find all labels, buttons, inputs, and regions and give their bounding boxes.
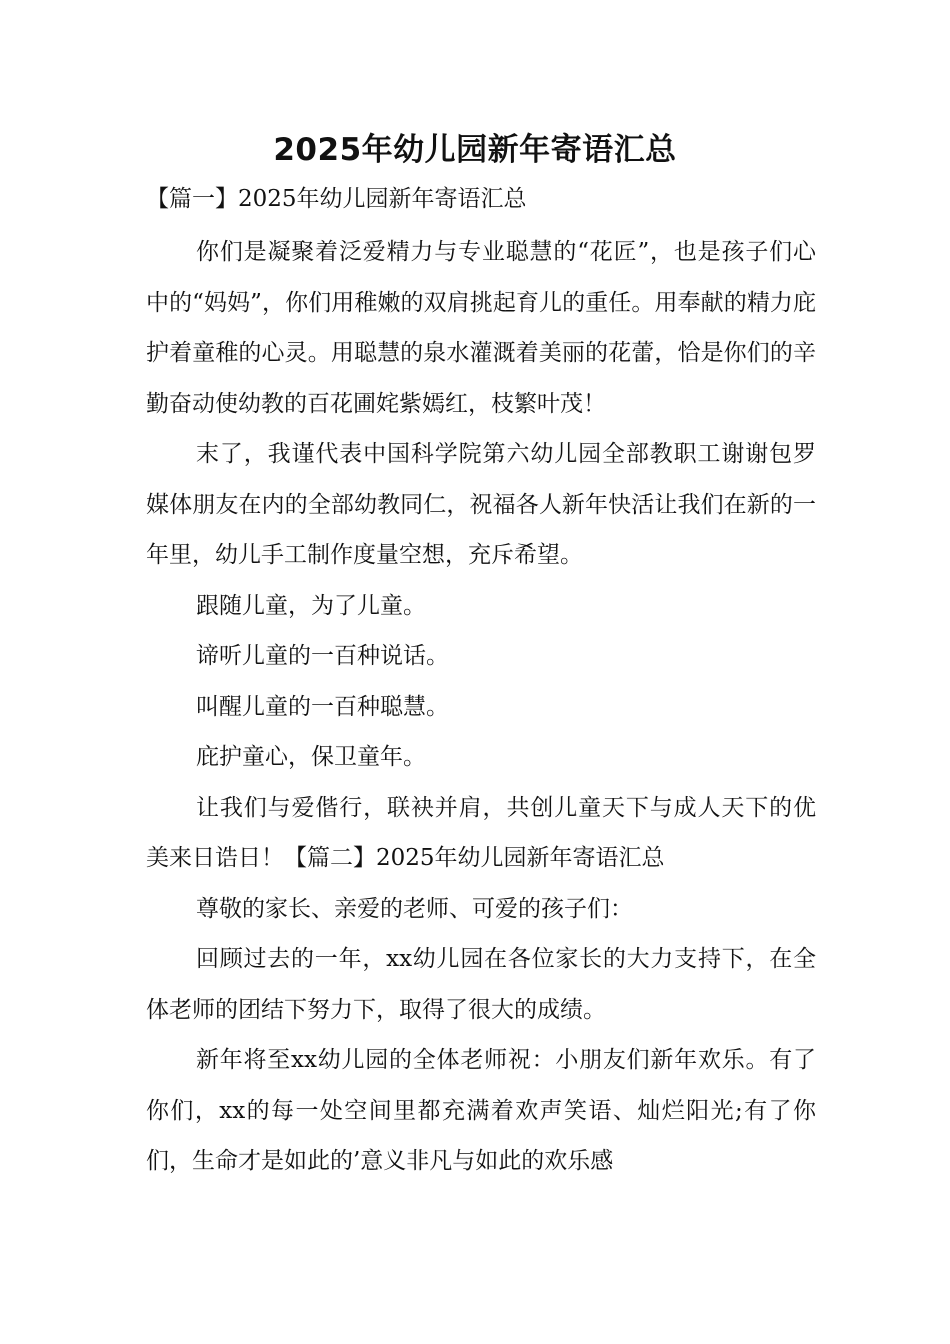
paragraph: 庇护童心，保卫童年。 bbox=[196, 744, 426, 770]
section-heading: 【篇一】2025年幼儿园新年寄语汇总 bbox=[146, 186, 527, 212]
paragraph: 谛听儿童的一百种说话。 bbox=[196, 643, 449, 669]
document-body bbox=[146, 177, 816, 1187]
paragraph: 新年将至xx幼儿园的全体老师祝：小朋友们新年欢乐。有了你们，xx的每一处空间里都充满着欢声笑语、灿烂阳光;有了你们，生命才是如此的’意义非凡与如此的欢乐感 bbox=[146, 1047, 816, 1174]
paragraph: 回顾过去的一年，xx幼儿园在各位家长的大力支持下，在全体老师的团结下努力下，取得了很大的成绩。 bbox=[146, 946, 816, 1023]
paragraph: 叫醒儿童的一百种聪慧。 bbox=[196, 693, 449, 720]
paragraph: 末了，我谨代表中国科学院第六幼儿园全部教职工谢谢包罗媒体朋友在内的全部幼教同仁，祝福各人新年快活让我们在新的一年里，幼儿手工制作度量空想，充斥希望。 bbox=[146, 441, 816, 568]
paragraph: 你们是凝聚着泛爱精力与专业聪慧的“花匠”，也是孩子们心中的“妈妈”，你们用稚嫩的双肩挑起育儿的重任。用奉献的精力庇护着童稚的心灵。用聪慧的泉水灌溉着美丽的花蕾，恰是你们的辛勤奋动使幼教的百花圃姹紫嫣红，枝繁叶茂！ bbox=[146, 239, 816, 417]
paragraph: 跟随儿童，为了儿童。 bbox=[196, 592, 426, 619]
paragraph: 尊敬的家长、亲爱的老师、可爱的孩子们： bbox=[196, 895, 633, 922]
paragraph: 让我们与爱偕行，联袂并肩，共创儿童天下与成人天下的优美来日诰日！【篇二】2025年幼儿园新年寄语汇总 bbox=[146, 794, 816, 871]
document-title: 2025年幼儿园新年寄语汇总 bbox=[273, 132, 677, 168]
